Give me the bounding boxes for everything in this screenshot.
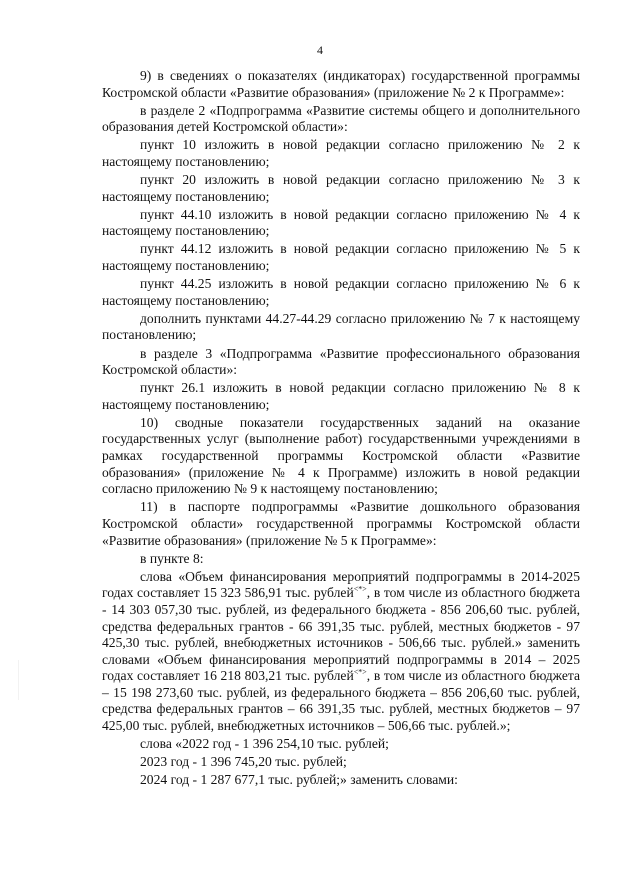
funding-text-start: слова «Объем финансирования мероприятий подпрограммы в 2014-2025 годах составляет 15 323 586,91 тыс. рублей — [102, 568, 580, 601]
paragraph: 9) в сведениях о показателях (индикаторах) государственной программы Костромской области «Развитие образования» (приложение № 2 к Программе»: — [102, 68, 580, 100]
paragraph: в пункте 8: — [140, 550, 204, 566]
paragraph: 2024 год - 1 287 677,1 тыс. рублей;» заменить словами: — [140, 772, 458, 788]
funding-paragraph — [102, 569, 580, 735]
paragraph: пункт 26.1 изложить в новой редакции согласно приложению № 8 к настоящему постановлению; — [102, 380, 580, 412]
paragraph: в разделе 2 «Подпрограмма «Развитие системы общего и дополнительного образования детей Костромской области»: — [102, 102, 580, 135]
paragraph: пункт 44.12 изложить в новой редакции согласно приложению № 5 к настоящему постановлению; — [102, 241, 580, 274]
paragraph: в разделе 3 «Подпрограмма «Развитие профессионального образования Костромской области»: — [102, 345, 580, 378]
paragraph: пункт 20 изложить в новой редакции согласно приложению № 3 к настоящему постановлению; — [102, 172, 580, 204]
footnote-marker: <*> — [353, 667, 367, 677]
document-body — [102, 68, 580, 789]
paragraph: 10) сводные показатели государственных заданий на оказание государственных услуг (выполнение работ) государственными учреждениями в рамках государственной программы Костромской области «Развитие образования» (приложение № 4 к Программе) изложить в новой редакции согласно приложению № 9 к настоящему постановлению; — [102, 414, 580, 497]
paragraph: слова «2022 год - 1 396 254,10 тыс. рублей; — [140, 736, 389, 752]
funding-text-end: , в том числе из областного бюджета – 15 198 273,60 тыс. рублей, из федерального бюджета – 856 206,60 тыс. рублей, средства федеральных грантов – 66 391,35 тыс. рублей, местных бюджетов – 97 425,00 тыс. рублей, внебюджетных источников – 506,66 тыс. рублей.»; — [102, 668, 581, 734]
paragraph: пункт 44.10 изложить в новой редакции согласно приложению № 4 к настоящему постановлению; — [102, 206, 580, 239]
footnote-marker: <*> — [353, 584, 367, 594]
paragraph: 2023 год - 1 396 745,20 тыс. рублей; — [140, 754, 347, 770]
page-number: 4 — [317, 43, 323, 57]
paragraph: 11) в паспорте подпрограммы «Развитие дошкольного образования Костромской области» государственной программы Костромской области «Развитие образования» (приложение № 5 к Программе»: — [102, 499, 580, 548]
paragraph: пункт 10 изложить в новой редакции согласно приложению № 2 к настоящему постановлению; — [102, 137, 580, 169]
scan-margin-mark — [18, 660, 19, 700]
paragraph: пункт 44.25 изложить в новой редакции согласно приложению № 6 к настоящему постановлению; — [102, 276, 580, 308]
paragraph: дополнить пунктами 44.27-44.29 согласно приложению № 7 к настоящему постановлению; — [102, 310, 580, 343]
funding-text-middle: , в том числе из областного бюджета - 14 303 057,30 тыс. рублей, из федерального бюджета - 856 206,60 тыс. рублей, средства федеральных грантов - 66 391,35 тыс. рублей, местных бюджетов - 97 425,30 тыс. рублей, внебюджетных источников - 506,66 тыс. рублей.» заменить словами «Объем финансирования мероприятий подпрограммы в 2014 – 2025 годах составляет 16 218 803,21 тыс. рублей — [102, 585, 581, 684]
